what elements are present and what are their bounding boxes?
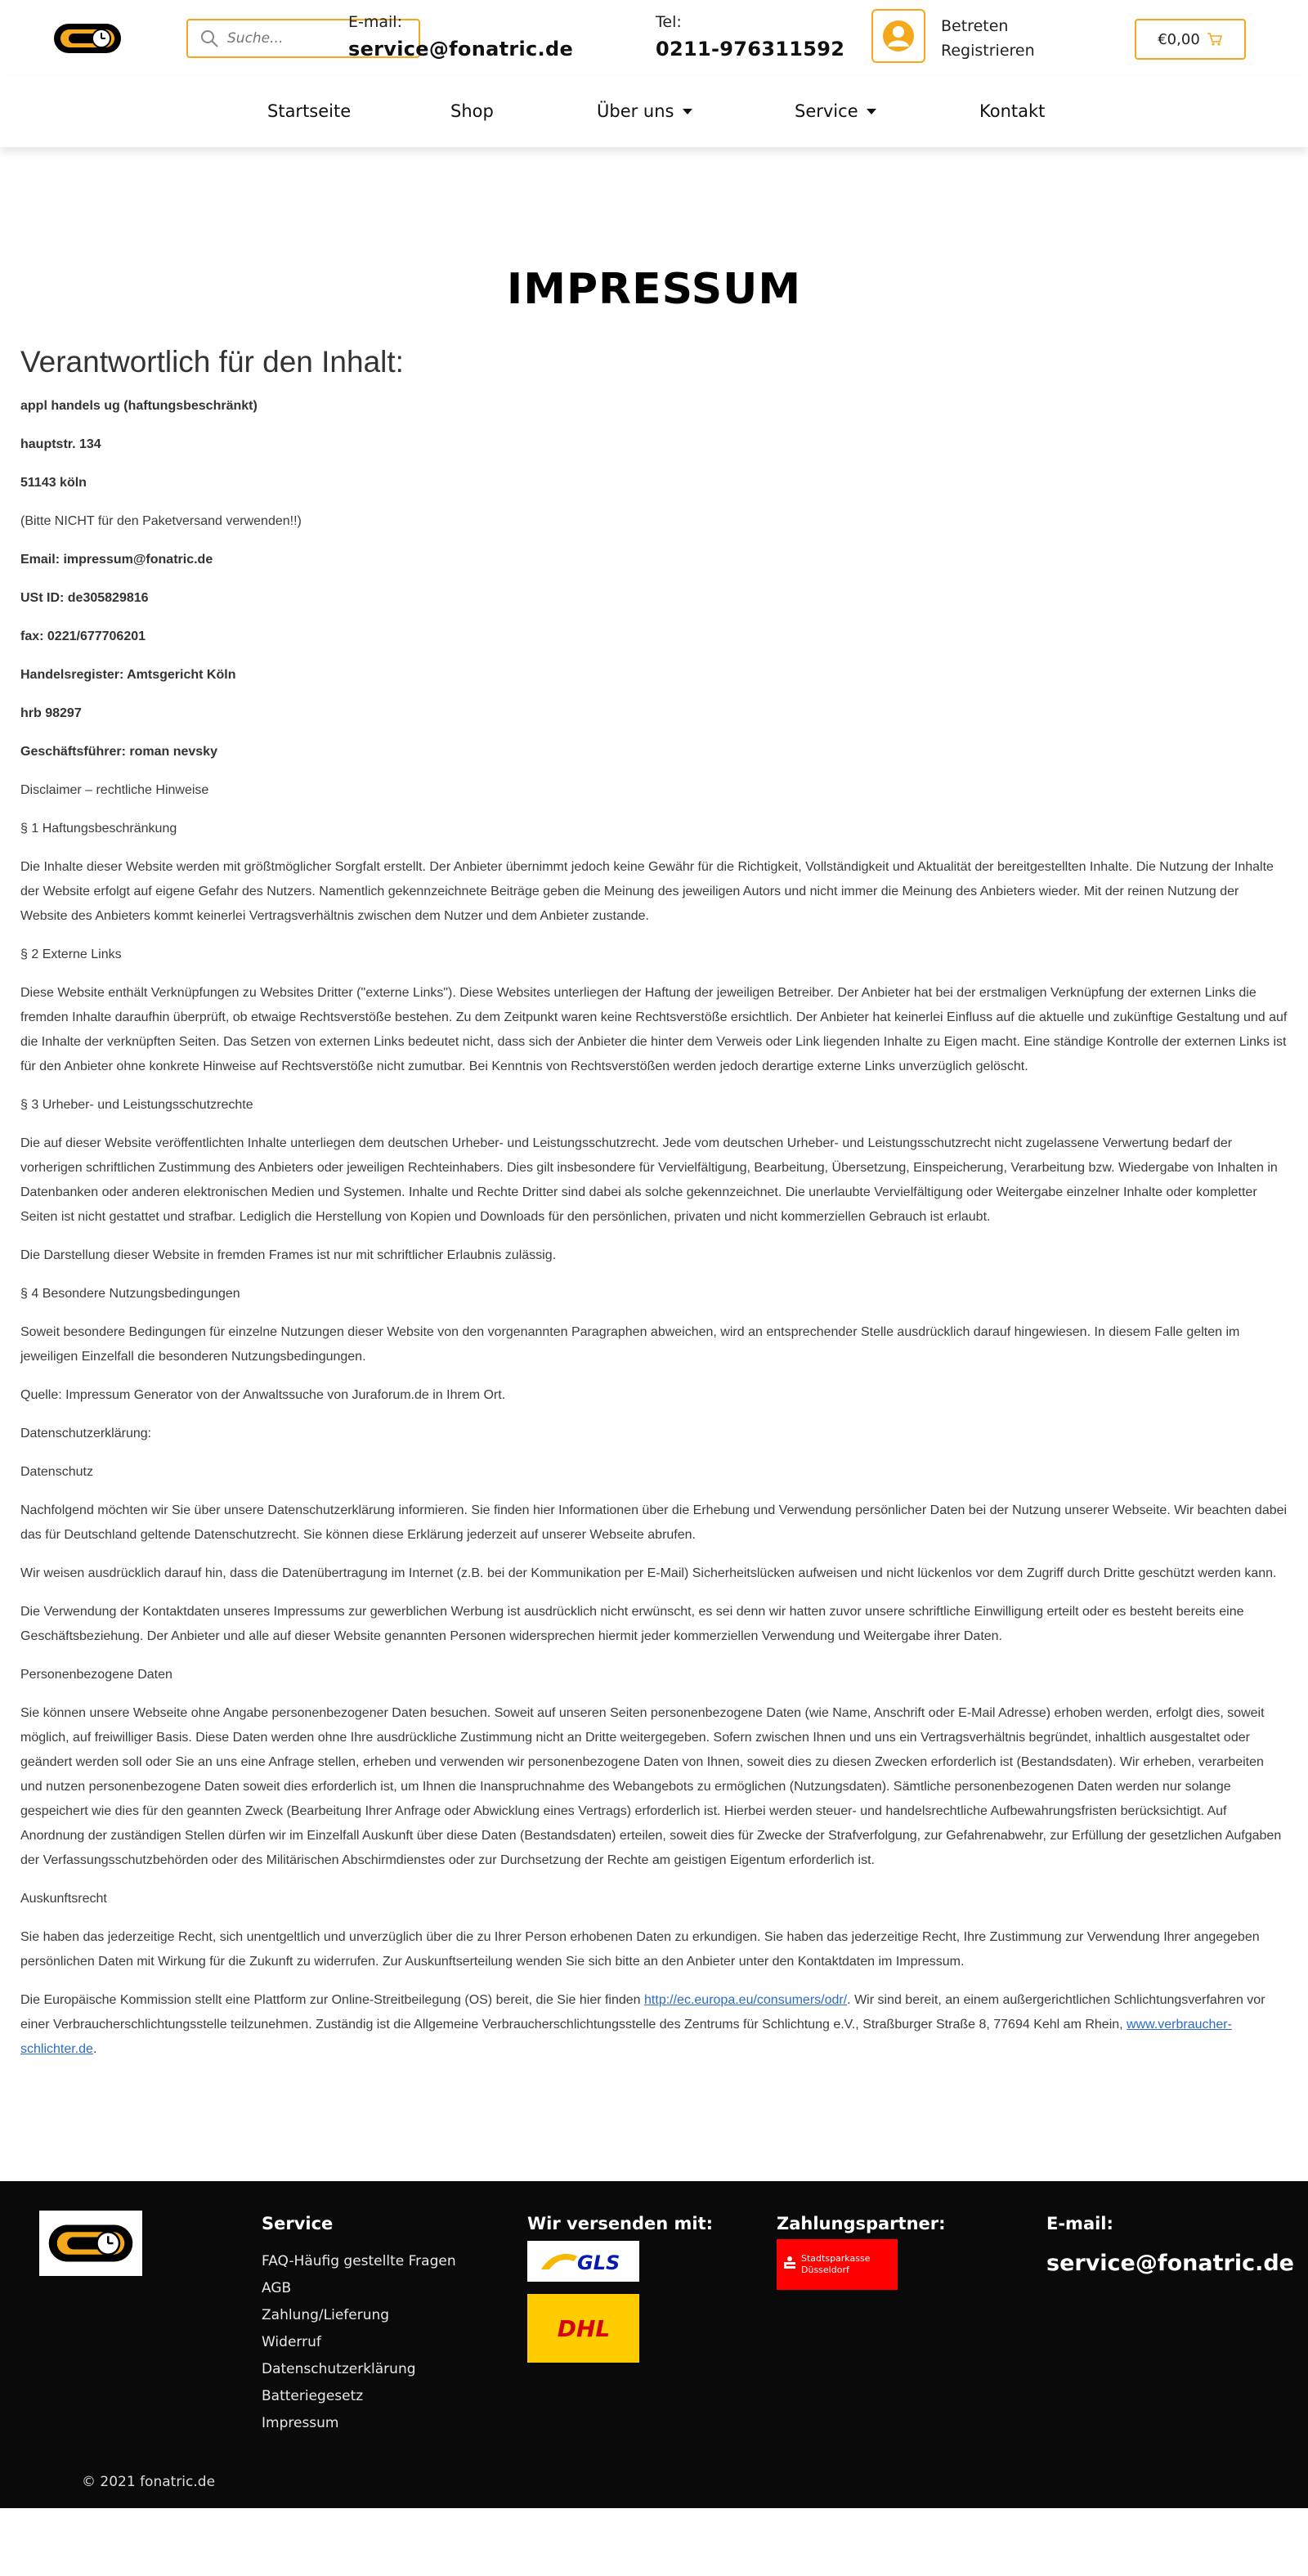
footer-logo[interactable] — [39, 2211, 142, 2276]
chevron-down-icon — [867, 109, 876, 114]
impressum-paragraph: Soweit besondere Bedingungen für einzelne Nutzungen dieser Website von den vorgenannten Paragraphen abweichen, wird an entsprechender Stelle ausdrücklich darauf hingewiesen. In diesem Falle gelten im jeweiligen Einzelfall die besonderen Nutzungsbedingungen. — [20, 1325, 1240, 1364]
page-title: IMPRESSUM — [506, 265, 802, 314]
footer-service-links — [262, 2248, 456, 2437]
footer-link-zahlung[interactable]: Zahlung/Lieferung — [262, 2307, 390, 2323]
site-header — [0, 0, 1308, 147]
login-link[interactable]: Betreten — [941, 17, 1009, 35]
nav-item-ueber-uns[interactable] — [597, 101, 692, 121]
odr-link[interactable]: http://ec.europa.eu/consumers/odr/ — [644, 1993, 848, 2007]
email-label: E-mail: — [348, 13, 402, 31]
account-button[interactable] — [871, 9, 925, 63]
impressum-paragraph: Quelle: Impressum Generator von der Anwaltssuche von Juraforum.de in Ihrem Ort. — [20, 1388, 506, 1402]
section-heading: Verantwortlich für den Inhalt: — [20, 345, 404, 379]
email-value[interactable]: service@fonatric.de — [348, 38, 574, 60]
site-logo[interactable] — [52, 19, 123, 58]
impressum-paragraph: Geschäftsführer: roman nevsky — [20, 745, 217, 759]
cart-icon — [1207, 32, 1223, 47]
cart-button[interactable] — [1135, 19, 1246, 60]
nav-label: Startseite — [267, 101, 352, 121]
bank-name — [801, 2253, 870, 2276]
stadtsparkasse-logo — [777, 2239, 898, 2290]
impressum-paragraph: Die Verwendung der Kontaktdaten unseres Impressums zur gewerblichen Werbung ist ausdrücklich nicht erwünscht, es sei denn wir hatten zuvor unsere schriftliche Einwilligung erteilt oder es besteht bereits eine Geschäftsbeziehung. Der Anbieter und alle auf dieser Website genannten Personen widersprechen hiermit jeder kommerziellen Verwendung und Weitergabe ihrer Daten. — [20, 1605, 1244, 1643]
gls-icon — [535, 2245, 633, 2278]
header-top-bar — [0, 0, 1308, 77]
user-icon — [883, 20, 914, 52]
impressum-paragraph: Die Darstellung dieser Website in fremden Frames ist nur mit schriftlicher Erlaubnis zulässig. — [20, 1248, 557, 1262]
verbraucher-schlichter-link[interactable]: www.verbraucher-schlichter.de — [20, 2018, 1232, 2056]
impressum-paragraph: § 2 Externe Links — [20, 948, 122, 961]
nav-item-startseite[interactable] — [267, 101, 351, 121]
impressum-paragraph: Nachfolgend möchten wir Sie über unsere Datenschutzerklärung informieren. Sie finden hier Informationen über die Erhebung und Verwendung persönlicher Daten bei der Nutzung unserer Webseite. Wir beachten dabei das für Deutschland geltende Datenschutzrecht. Sie können diese Erklärung jederzeit auf unserer Webseite abrufen. — [20, 1503, 1288, 1542]
impressum-paragraph: Email: impressum@fonatric.de — [20, 553, 213, 567]
nav-label: Shop — [450, 101, 494, 121]
impressum-paragraph: Diese Website enthält Verknüpfungen zu Websites Dritter ("externe Links"). Diese Websites unterliegen der Haftung der jeweiligen Betreiber. Der Anbieter hat bei der erstmaligen Verknüpfung der externen Links die fremden Inhalte daraufhin überprüft, ob etwaige Rechtsverstöße bestehen. Zu dem Zeitpunkt waren keine Rechtsverstöße ersichtlich. Der Anbieter hat keinerlei Einfluss auf die aktuelle und zukünftige Gestaltung und auf die Inhalte der verknüpften Seiten. Das Setzen von externen Links bedeutet nicht, dass sich der Anbieter die hinter dem Verweis oder Link liegenden Inhalte zu Eigen macht. Eine ständige Kontrolle der externen Links ist für den Anbieter ohne konkrete Hinweise auf Rechtsverstöße nicht zumutbar. Bei Kenntnis von Rechtsverstößen werden jedoch derartige externe Links unverzüglich gelöscht. — [20, 986, 1288, 1073]
impressum-paragraph: Die Inhalte dieser Website werden mit größtmöglicher Sorgfalt erstellt. Der Anbieter übernimmt jedoch keine Gewähr für die Richtigkeit, Vollständigkeit und Aktualität der bereitgestellten Inhalte. Die Nutzung der Inhalte der Website erfolgt auf eigene Gefahr des Nutzers. Namentlich gekennzeichnete Beiträge geben die Meinung des jeweiligen Autors und nicht immer die Meinung des Anbieters wieder. Mit der reinen Nutzung der Website des Anbieters kommt keinerlei Vertragsverhältnis zwischen dem Nutzer und dem Anbieter zustande. — [20, 860, 1274, 923]
footer-email-title: E-mail: — [1046, 2214, 1113, 2233]
impressum-paragraph: USt ID: de305829816 — [20, 591, 149, 605]
odr-text: Die Europäische Kommission stellt eine Plattform zur Online-Streitbeilegung (OS) bereit, die Sie hier finden — [20, 1993, 645, 2007]
footer-email-value[interactable]: service@fonatric.de — [1046, 2251, 1294, 2276]
logo-icon — [52, 19, 123, 58]
nav-label: Kontakt — [979, 101, 1046, 121]
nav-item-kontakt[interactable] — [979, 101, 1045, 121]
register-link[interactable]: Registrieren — [941, 42, 1035, 60]
header-email — [348, 13, 573, 60]
impressum-paragraph: Wir weisen ausdrücklich darauf hin, dass die Datenübertragung im Internet (z.B. bei der Kommunikation per E-Mail) Sicherheitslücken aufweisen und nicht lückenlos vor dem Zugriff durch Dritte geschützt werden kann. — [20, 1566, 1277, 1580]
gls-logo — [527, 2241, 639, 2282]
impressum-paragraph: Sie können unsere Webseite ohne Angabe personenbezogener Daten besuchen. Soweit auf unseren Seiten personenbezogene Daten (wie Name, Anschrift oder E-Mail Adresse) erhoben werden, erfolgt dies, soweit möglich, auf freiwilliger Basis. Diese Daten werden ohne Ihre ausdrückliche Zustimmung nicht an Dritte weitergegeben. Sofern zwischen Ihnen und uns ein Vertragsverhältnis begründet, inhaltlich ausgestaltet oder geändert werden soll oder Sie an uns eine Anfrage stellen, erheben und verwenden wir personenbezogene Daten von Ihnen, soweit dies zu diesen Zwecken erforderlich ist (Bestandsdaten). Wir erheben, verarbeiten und nutzen personenbezogene Daten soweit dies erforderlich ist, um Ihnen die Inanspruchnahme des Webangebots zu ermöglichen (Nutzungsdaten). Sämtliche personenbezogenen Daten werden nur solange gespeichert wie dies für den geannten Zweck (Bearbeitung Ihrer Anfrage oder Abwicklung eines Vertrags) erforderlich ist. Hierbei werden steuer- und handelsrechtliche Aufbewahrungsfristen berücksichtigt. Auf Anordnung der zuständigen Stellen dürfen wir im Einzelfall Auskunft über diese Daten (Bestandsdaten) erteilen, soweit dies für Zwecke der Strafverfolgung, zur Gefahrenabwehr, zur Erfüllung der gesetzlichen Aufgaben der Verfassungsschutzbehörden oder des Militärischen Abschirmdienstes oder zur Durchsetzung der Rechte am geistigen Eigentum erforderlich ist. — [20, 1706, 1282, 1867]
logo-icon — [46, 2219, 136, 2268]
footer-service-title: Service — [262, 2214, 334, 2233]
odr-text: . — [92, 2042, 97, 2056]
account-links — [941, 14, 1035, 63]
odr-text: . Wir sind bereit, an einem außergerichtlichen Schlichtungsverfahren vor einer Verbraucherschlichtungsstelle teilzunehmen. Zuständig ist die Allgemeine Verbraucherschlichtungsstelle des Zentrums für Schlichtung e.V., Straßburger Straße 8, 77694 Kehl am Rhein, — [20, 1993, 1265, 2032]
impressum-paragraph: Auskunftsrecht — [20, 1892, 107, 1906]
dhl-logo — [527, 2294, 639, 2363]
impressum-paragraph: 51143 köln — [20, 476, 87, 490]
impressum-paragraph: hrb 98297 — [20, 706, 82, 720]
nav-label: Service — [795, 101, 858, 121]
impressum-paragraph: fax: 0221/677706201 — [20, 629, 146, 643]
impressum-paragraph: appl handels ug (haftungsbeschränkt) — [20, 399, 258, 413]
dhl-icon — [535, 2312, 633, 2345]
impressum-paragraph: Disclaimer – rechtliche Hinweise — [20, 783, 209, 797]
impressum-paragraph: § 3 Urheber- und Leistungsschutzrechte — [20, 1098, 253, 1112]
dhl-text: DHL — [557, 2315, 610, 2342]
main-navigation — [0, 77, 1308, 147]
impressum-paragraph: (Bitte NICHT für den Paketversand verwenden!!) — [20, 514, 302, 528]
impressum-paragraph: Datenschutz — [20, 1465, 93, 1479]
header-phone — [656, 13, 844, 60]
nav-label: Über uns — [597, 101, 674, 121]
impressum-body — [20, 394, 1288, 1974]
impressum-paragraph: § 4 Besondere Nutzungsbedingungen — [20, 1287, 240, 1301]
chevron-down-icon — [683, 109, 692, 114]
footer-payment-title: Zahlungspartner: — [777, 2214, 946, 2233]
footer-link-datenschutz[interactable]: Datenschutzerklärung — [262, 2361, 416, 2377]
search-icon[interactable] — [199, 29, 219, 48]
impressum-paragraph: Handelsregister: Amtsgericht Köln — [20, 668, 236, 682]
bank-line-1: Stadtsparkasse — [801, 2253, 871, 2264]
nav-item-service[interactable] — [795, 101, 876, 121]
impressum-paragraph: § 1 Haftungsbeschränkung — [20, 822, 177, 836]
site-footer — [0, 2181, 1308, 2508]
phone-value[interactable]: 0211-976311592 — [656, 38, 845, 60]
footer-link-agb[interactable]: AGB — [262, 2280, 292, 2296]
copyright: © 2021 fonatric.de — [82, 2474, 216, 2490]
impressum-paragraph: Sie haben das jederzeitige Recht, sich unentgeltlich und unverzüglich über die zu Ihrer Person erhobenen Daten zu erkundigen. Sie haben das jederzeitige Recht, Ihre Zustimmung zur Verwendung Ihrer angegeben persönlichen Daten mit Wirkung für die Zukunft zu widerrufen. Zur Auskunftserteilung wenden Sie sich bitte an den Anbieter unter den Kontaktdaten im Impressum. — [20, 1930, 1260, 1969]
odr-paragraph — [20, 1988, 1288, 2062]
impressum-paragraph: hauptstr. 134 — [20, 437, 101, 451]
bank-line-2: Düsseldorf — [801, 2265, 849, 2275]
main-content — [0, 265, 1308, 2062]
footer-link-impressum[interactable]: Impressum — [262, 2415, 339, 2431]
impressum-paragraph: Personenbezogene Daten — [20, 1668, 172, 1682]
gls-text: GLS — [576, 2251, 620, 2274]
nav-item-shop[interactable] — [450, 101, 494, 121]
impressum-paragraph: Datenschutzerklärung: — [20, 1427, 152, 1440]
footer-link-batteriegesetz[interactable]: Batteriegesetz — [262, 2388, 364, 2404]
sparkasse-icon — [783, 2256, 796, 2273]
phone-label: Tel: — [656, 13, 682, 31]
footer-link-faq[interactable]: FAQ-Häufig gestellte Fragen — [262, 2253, 456, 2269]
impressum-paragraph: Die auf dieser Website veröffentlichten Inhalte unterliegen dem deutschen Urheber- und Leistungsschutzrecht. Jede vom deutschen Urheber- und Leistungsschutzrecht nicht zugelassene Verwertung bedarf der vorherigen schriftlichen Zustimmung des Anbieters oder jeweiligen Rechteinhabers. Dies gilt insbesondere für Vervielfältigung, Bearbeitung, Übersetzung, Einspeicherung, Verarbeitung bzw. Wiedergabe von Inhalten in Datenbanken oder anderen elektronischen Medien und Systemen. Inhalte und Rechte Dritter sind dabei als solche gekennzeichnet. Die unerlaubte Vervielfältigung oder Weitergabe einzelner Inhalte oder kompletter Seiten ist nicht gestattet und strafbar. Lediglich die Herstellung von Kopien und Downloads für den persönlichen, privaten und nicht kommerziellen Gebrauch ist erlaubt. — [20, 1136, 1278, 1224]
cart-total: €0,00 — [1158, 30, 1200, 48]
footer-shipping-title: Wir versenden mit: — [527, 2214, 714, 2233]
footer-link-widerruf[interactable]: Widerruf — [262, 2334, 321, 2350]
